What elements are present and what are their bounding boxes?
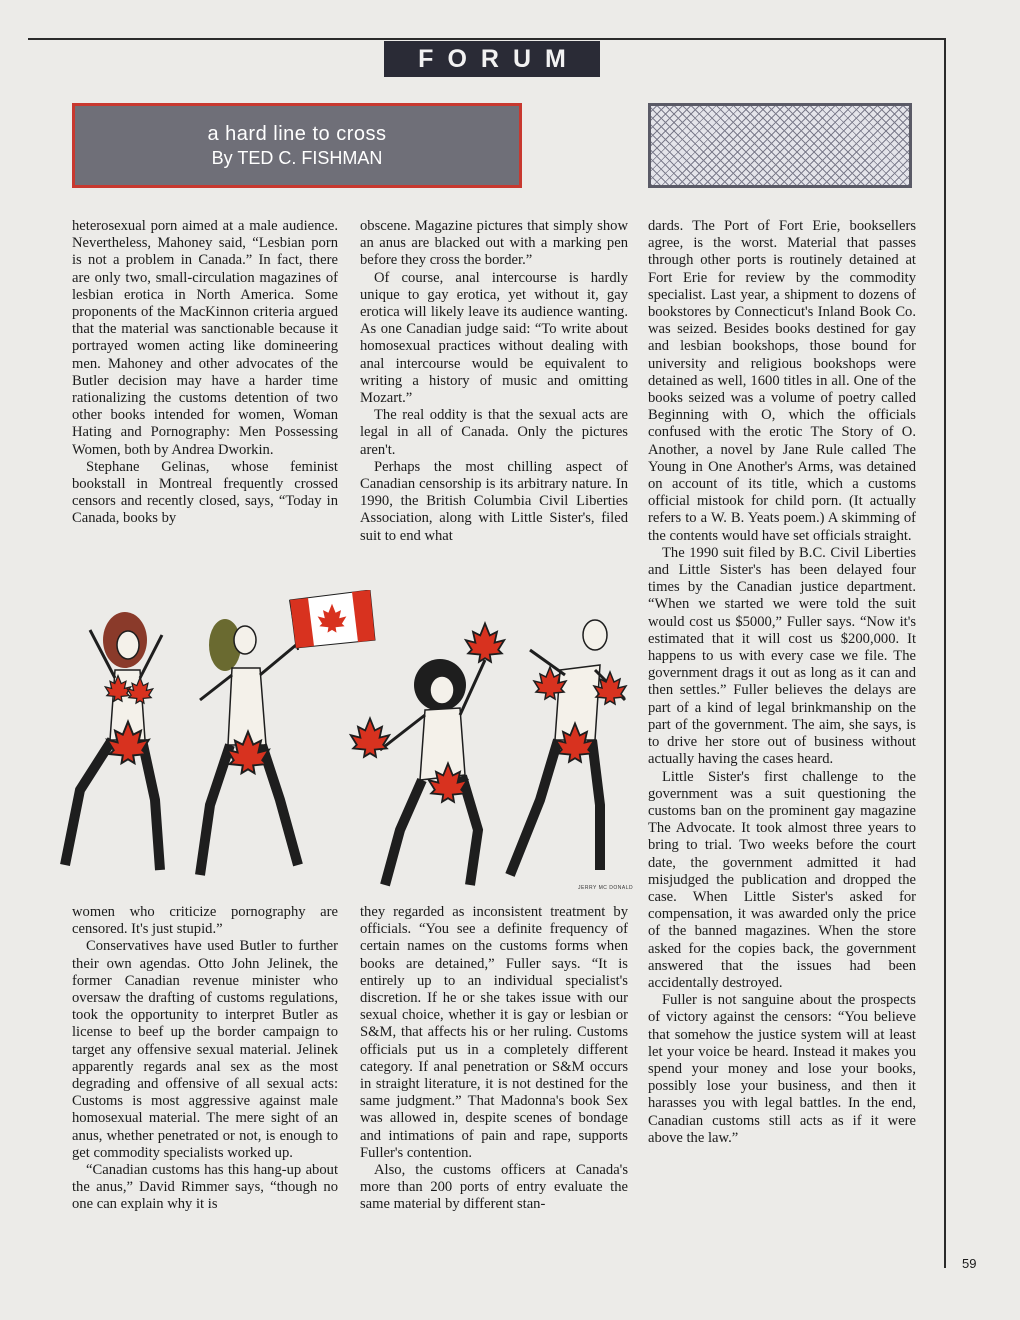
- paragraph: Conservatives have used Butler to further their own agendas. Otto John Jelinek, the former Canadian revenue minister who oversaw the drafting of customs regulations, took the opportunity to interpret Butler as license to beef up the border campaign to target any offensive sexual material. Jelinek apparently regards anal sex as the most degrading and offensive of all sexual acts: Customs is most aggressive against male homosexual material. The mere sight of an anus, whether penetrated or not, is enough to get commodity specialists worked up.: [72, 938, 338, 1161]
- dancer-figure: [200, 619, 302, 875]
- illustration-credit: JERRY MC DONALD: [578, 885, 634, 891]
- dancer-figure: [351, 623, 504, 885]
- canadian-flag: [290, 590, 375, 650]
- column-1-top: [72, 218, 338, 528]
- dancer-figure: [65, 612, 162, 870]
- paragraph: Perhaps the most chilling aspect of Canadian censorship is its arbitrary nature. In 1990, the British Columbia Civil Liberties Association, along with Little Sister's, filed suit to end what: [360, 458, 628, 544]
- dancer-figure: [510, 620, 626, 875]
- paragraph: obscene. Magazine pictures that simply show an anus are blacked out with a marking pen before they cross the border.”: [360, 218, 628, 269]
- column-3: [648, 218, 916, 1147]
- column-2-top: [360, 218, 628, 545]
- title-box: [72, 103, 522, 188]
- paragraph: The 1990 suit filed by B.C. Civil Liberties and Little Sister's has been delayed four times by the Canadian justice department. “When we started we were told the suit would cost us $5000,” Fuller says. “Now it's estimated that it will cost us $200,000. It happens to us with every case we file. The government drags it out as long as it can and then settles.” Fuller believes the delays are part of a kind of legal brinkmanship on the part of the government. The aim, she says, is to drive her store out of business without actually having the cases heard.: [648, 544, 916, 768]
- dancers-with-maple-leaves-illustration: [40, 590, 640, 895]
- paragraph: Fuller is not sanguine about the prospects of victory against the censors: “You believe that somehow the justice system will at least let your voice be heard. Instead it makes you spend your money and lose your books, possibly lose your business, and then it harasses you with legal battles. In the end, Canadian customs still acts as if it were above the law.”: [648, 992, 916, 1146]
- paragraph: Also, the customs officers at Canada's more than 200 ports of entry evaluate the same material by different stan-: [360, 1162, 628, 1213]
- paragraph: women who criticize pornography are censored. It's just stupid.”: [72, 904, 338, 938]
- top-rule: [28, 38, 946, 40]
- column-1-bottom: [72, 904, 338, 1214]
- paragraph: Little Sister's first challenge to the government was a suit questioning the customs ban on the prominent gay magazine The Advocate. It took almost three years to bring to trial. Two weeks before the court date, the government admitted it had misjudged the publication and dropped the case. When Little Sister's asked for compensation, it was awarded only the price of the banned magazines. When the store asked for the copies back, the government answered that the issues had been accidentally destroyed.: [648, 768, 916, 991]
- paragraph: Of course, anal intercourse is hardly unique to gay erotica, yet without it, gay erotica will likely leave its audience wanting. As one Canadian judge said: “To write about homosexual practices without dealing with anal intercourse would be equivalent to writing a history of music and omitting Mozart.”: [360, 269, 628, 407]
- headline: a hard line to cross: [207, 122, 387, 145]
- right-rule: [944, 38, 946, 1268]
- byline: By TED C. FISHMAN: [211, 147, 383, 168]
- paragraph: “Canadian customs has this hang-up about the anus,” David Rimmer says, “though no one can explain why it is: [72, 1162, 338, 1213]
- paragraph: dards. The Port of Fort Erie, booksellers agree, is the worst. Material that passes through other ports is routinely detained at Fort Erie for review by the commodity specialist. Last year, a shipment to dozens of bookstores by Connecticut's Inland Book Co. was seized. Besides books destined for gay and lesbian bookshops, those bound for university and religious bookshops were detained as well, 1600 titles in all. One of the books seized was a volume of poetry called Beginning with O, which the officials confused with the erotic The Story of O. Another, a novel by Jane Rule called The Young in One Another's Arms, was detained on account of its title, which a customs official mistook for child porn. (It actually refers to a W. B. Yeats poem.) A skimming of the contents would have set officials straight.: [648, 218, 916, 544]
- section-header: FORUM: [384, 41, 600, 77]
- page-number: 59: [962, 1256, 977, 1271]
- paragraph: Stephane Gelinas, whose feminist bookstall in Montreal frequently crossed censors and recently closed, says, “Today in Canada, books by: [72, 458, 338, 527]
- column-2-bottom: [360, 904, 628, 1214]
- decorative-pattern-box: [648, 103, 912, 188]
- paragraph: heterosexual porn aimed at a male audience. Nevertheless, Mahoney said, “Lesbian porn is not a problem in Canada.” In fact, there are only two, small-circulation magazines of lesbian erotica in North America. Some proponents of the MacKinnon criteria argued that the material was sanctionable because it portrayed women acting like domineering men. Mahoney and other advocates of the Butler decision may have a harder time rationalizing the customs detention of two other books intended for women, Woman Hating and Pornography: Men Possessing Women, both by Andrea Dworkin.: [72, 218, 338, 458]
- paragraph: The real oddity is that the sexual acts are legal in all of Canada. Only the pictures aren't.: [360, 407, 628, 458]
- paragraph: they regarded as inconsistent treatment by officials. “You see a definite frequency of certain names on the customs forms when books are detained,” Fuller says. “It is entirely up to an individual specialist's discretion. If he or she takes issue with our sexual choice, whether it is gay or lesbian or S&M, that affects his or her ruling. Customs officials put us in a completely different category. If anal penetration or S&M occurs in straight literature, it is not destined for the same judgment.” That Madonna's book Sex was allowed in, despite scenes of bondage and intimations of pain and rape, supports Fuller's contention.: [360, 904, 628, 1161]
